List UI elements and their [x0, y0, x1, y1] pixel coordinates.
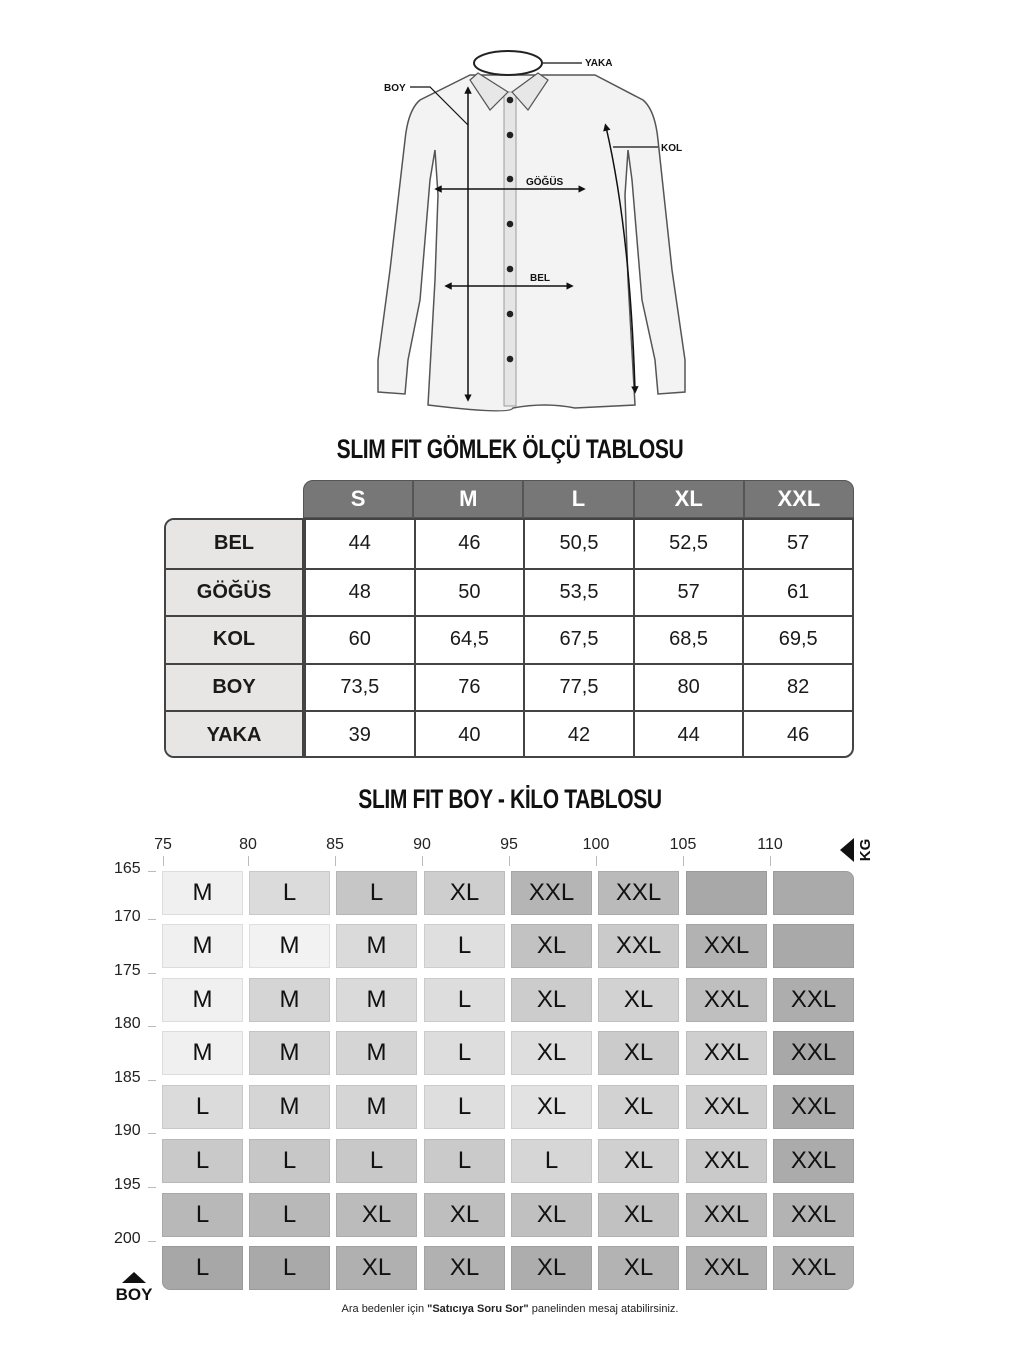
- boy-tick-mark: [148, 1026, 156, 1027]
- size-grid-cell: L: [336, 871, 417, 915]
- up-triangle-icon: [122, 1272, 146, 1283]
- size-grid-cell: XXL: [773, 1031, 854, 1075]
- size-grid-cell: XXL: [686, 1085, 767, 1129]
- table-cell: 48: [304, 570, 414, 616]
- boy-tick-label: 200: [114, 1230, 141, 1247]
- table-cell: 57: [742, 520, 852, 568]
- size-grid-cell: L: [424, 924, 505, 968]
- table-cell: 50,5: [523, 520, 633, 568]
- kg-tick-mark: [335, 856, 336, 866]
- size-grid-cell: XL: [598, 978, 679, 1022]
- kg-tick-label: 100: [582, 836, 610, 853]
- table-cell: 67,5: [523, 617, 633, 663]
- kg-axis-label: KG: [857, 838, 874, 862]
- table-cell: 76: [414, 665, 524, 711]
- size-grid-cell: M: [249, 1031, 330, 1075]
- boy-tick-mark: [148, 1241, 156, 1242]
- table-cell: 69,5: [742, 617, 852, 663]
- table-cell: 53,5: [523, 570, 633, 616]
- boy-tick-label: 190: [114, 1122, 141, 1139]
- measurement-table-title: SLIM FIT GÖMLEK ÖLÇÜ TABLOSU: [336, 434, 684, 464]
- kg-tick-label: 75: [154, 836, 172, 853]
- boy-tick-mark: [148, 1080, 156, 1081]
- table-row-kol: [166, 615, 852, 663]
- size-grid-cell: [773, 871, 854, 915]
- size-header-s: S: [350, 486, 366, 511]
- table-cell: 73,5: [304, 665, 414, 711]
- size-grid-cell: XXL: [686, 1246, 767, 1290]
- boy-tick-mark: [148, 973, 156, 974]
- size-grid-cell: XL: [511, 1085, 592, 1129]
- size-grid-cell: M: [249, 978, 330, 1022]
- table-row-boy: [166, 663, 852, 711]
- boy-tick-mark: [148, 1133, 156, 1134]
- size-grid-cell: XXL: [511, 871, 592, 915]
- size-grid-cell: M: [336, 978, 417, 1022]
- yaka-label: YAKA: [585, 58, 613, 69]
- size-grid-cell: XXL: [686, 1139, 767, 1183]
- kg-tick-label: 85: [326, 836, 344, 853]
- height-weight-size-grid: [100, 830, 900, 1304]
- boy-tick-label: 175: [114, 962, 141, 979]
- size-grid-cell: L: [162, 1246, 243, 1290]
- size-grid-cell: L: [162, 1085, 243, 1129]
- size-grid-cell: XXL: [773, 1193, 854, 1237]
- table-cell: 50: [414, 570, 524, 616]
- kg-tick-mark: [770, 856, 771, 866]
- shirt-measurement-diagram: [360, 30, 700, 420]
- table-cell: 77,5: [523, 665, 633, 711]
- table-row-gogus: [166, 568, 852, 616]
- size-grid-cell: XXL: [686, 1193, 767, 1237]
- size-grid-cell: L: [424, 978, 505, 1022]
- boy-tick-label: 195: [114, 1176, 141, 1193]
- gogus-label: GÖĞÜS: [526, 177, 564, 188]
- table-cell: 39: [304, 712, 414, 758]
- kg-tick-mark: [248, 856, 249, 866]
- size-grid-cell: XL: [511, 978, 592, 1022]
- table-cell: 64,5: [414, 617, 524, 663]
- kg-tick-label: 105: [669, 836, 697, 853]
- measurement-table-body: [164, 518, 854, 758]
- size-grid-cell: XL: [598, 1193, 679, 1237]
- bel-label: BEL: [530, 273, 550, 284]
- size-grid-cell: XL: [336, 1193, 417, 1237]
- size-grid-cell: M: [162, 924, 243, 968]
- size-grid-cell: XXL: [773, 978, 854, 1022]
- size-header-xxl: XXL: [743, 481, 853, 517]
- kg-tick-mark: [683, 856, 684, 866]
- boy-tick-label: 170: [114, 908, 141, 925]
- size-grid-cell: L: [249, 1139, 330, 1183]
- row-label: YAKA: [166, 712, 304, 758]
- size-grid-cell: XL: [424, 871, 505, 915]
- boy-label: BOY: [384, 83, 406, 94]
- size-grid-cell: L: [249, 1246, 330, 1290]
- size-grid-cell: XL: [511, 1193, 592, 1237]
- size-grid-cell: XXL: [773, 1139, 854, 1183]
- table-cell: 60: [304, 617, 414, 663]
- size-grid-cell: M: [336, 1085, 417, 1129]
- size-grid-title: SLIM FIT BOY - KİLO TABLOSU: [358, 784, 662, 814]
- size-grid-cell: XXL: [686, 978, 767, 1022]
- size-grid-cell: M: [162, 1031, 243, 1075]
- size-grid-cell: L: [249, 1193, 330, 1237]
- table-cell: 57: [633, 570, 743, 616]
- kg-tick-label: 90: [413, 836, 431, 853]
- footnote-suffix: panelinden mesaj atabilirsiniz.: [528, 1303, 679, 1315]
- size-grid-cell: L: [162, 1139, 243, 1183]
- size-grid-cell: XL: [511, 1031, 592, 1075]
- size-grid-cell: L: [424, 1031, 505, 1075]
- kg-axis-marker: [838, 832, 878, 868]
- size-grid-cell: XXL: [773, 1246, 854, 1290]
- size-grid-cell: M: [249, 1085, 330, 1129]
- size-header-xl: XL: [633, 481, 743, 517]
- size-grid-cell: L: [511, 1139, 592, 1183]
- row-label: BEL: [166, 520, 304, 568]
- size-grid-cell: XXL: [686, 924, 767, 968]
- table-cell: 44: [633, 712, 743, 758]
- size-grid-cell: L: [249, 871, 330, 915]
- size-grid-cell: XL: [424, 1246, 505, 1290]
- size-grid-cell: M: [336, 1031, 417, 1075]
- table-cell: 44: [304, 520, 414, 568]
- size-grid-cell: M: [162, 871, 243, 915]
- size-grid-cell: XL: [511, 924, 592, 968]
- boy-tick-label: 165: [114, 860, 141, 877]
- kg-tick-label: 95: [500, 836, 518, 853]
- measurement-table: [164, 480, 854, 758]
- size-header-l: L: [522, 481, 632, 517]
- boy-tick-mark: [148, 919, 156, 920]
- size-grid-cell: XXL: [598, 924, 679, 968]
- table-row-bel: [166, 520, 852, 568]
- size-grid-cell: M: [336, 924, 417, 968]
- size-grid-cell: XL: [424, 1193, 505, 1237]
- table-row-yaka: [166, 710, 852, 758]
- size-grid-cell: XXL: [598, 871, 679, 915]
- kg-tick-mark: [509, 856, 510, 866]
- size-grid-cell: XL: [598, 1139, 679, 1183]
- boy-tick-label: 180: [114, 1015, 141, 1032]
- table-cell: 40: [414, 712, 524, 758]
- footnote-highlight: "Satıcıya Soru Sor": [427, 1303, 529, 1315]
- size-grid-cell: XL: [511, 1246, 592, 1290]
- table-cell: 82: [742, 665, 852, 711]
- table-cell: 52,5: [633, 520, 743, 568]
- size-grid-cell: M: [249, 924, 330, 968]
- kg-tick-mark: [596, 856, 597, 866]
- size-grid-cell: XL: [598, 1246, 679, 1290]
- kg-tick-label: 110: [757, 836, 783, 853]
- size-grid-cell: XL: [598, 1031, 679, 1075]
- size-grid-cell: XL: [598, 1085, 679, 1129]
- kg-tick-mark: [422, 856, 423, 866]
- table-cell: 80: [633, 665, 743, 711]
- row-label: KOL: [166, 617, 304, 663]
- row-label: BOY: [166, 665, 304, 711]
- footnote: [0, 1303, 1020, 1315]
- size-grid-cell: [686, 871, 767, 915]
- footnote-prefix: Ara bedenler için: [341, 1303, 428, 1315]
- size-grid-cell: L: [336, 1139, 417, 1183]
- row-label: GÖĞÜS: [166, 570, 304, 616]
- table-cell: 46: [414, 520, 524, 568]
- kg-tick-label: 80: [239, 836, 257, 853]
- size-header-row: [303, 480, 854, 518]
- size-grid-cell: M: [162, 978, 243, 1022]
- size-grid-cell: L: [424, 1139, 505, 1183]
- kg-tick-mark: [163, 856, 164, 866]
- shirt-illustration: [360, 30, 700, 420]
- boy-tick-label: 185: [114, 1069, 141, 1086]
- table-cell: 61: [742, 570, 852, 616]
- size-grid-cell: XXL: [686, 1031, 767, 1075]
- size-grid-cell: L: [162, 1193, 243, 1237]
- table-cell: 46: [742, 712, 852, 758]
- size-grid-cell: XL: [336, 1246, 417, 1290]
- size-grid-cell: XXL: [773, 1085, 854, 1129]
- size-header-m: M: [412, 481, 522, 517]
- table-cell: 42: [523, 712, 633, 758]
- kol-label: KOL: [661, 143, 683, 154]
- boy-tick-mark: [148, 871, 156, 872]
- table-cell: 68,5: [633, 617, 743, 663]
- size-grid-cell: [773, 924, 854, 968]
- size-grid-cell: L: [424, 1085, 505, 1129]
- boy-tick-mark: [148, 1187, 156, 1188]
- boy-axis-label: BOY: [115, 1285, 153, 1304]
